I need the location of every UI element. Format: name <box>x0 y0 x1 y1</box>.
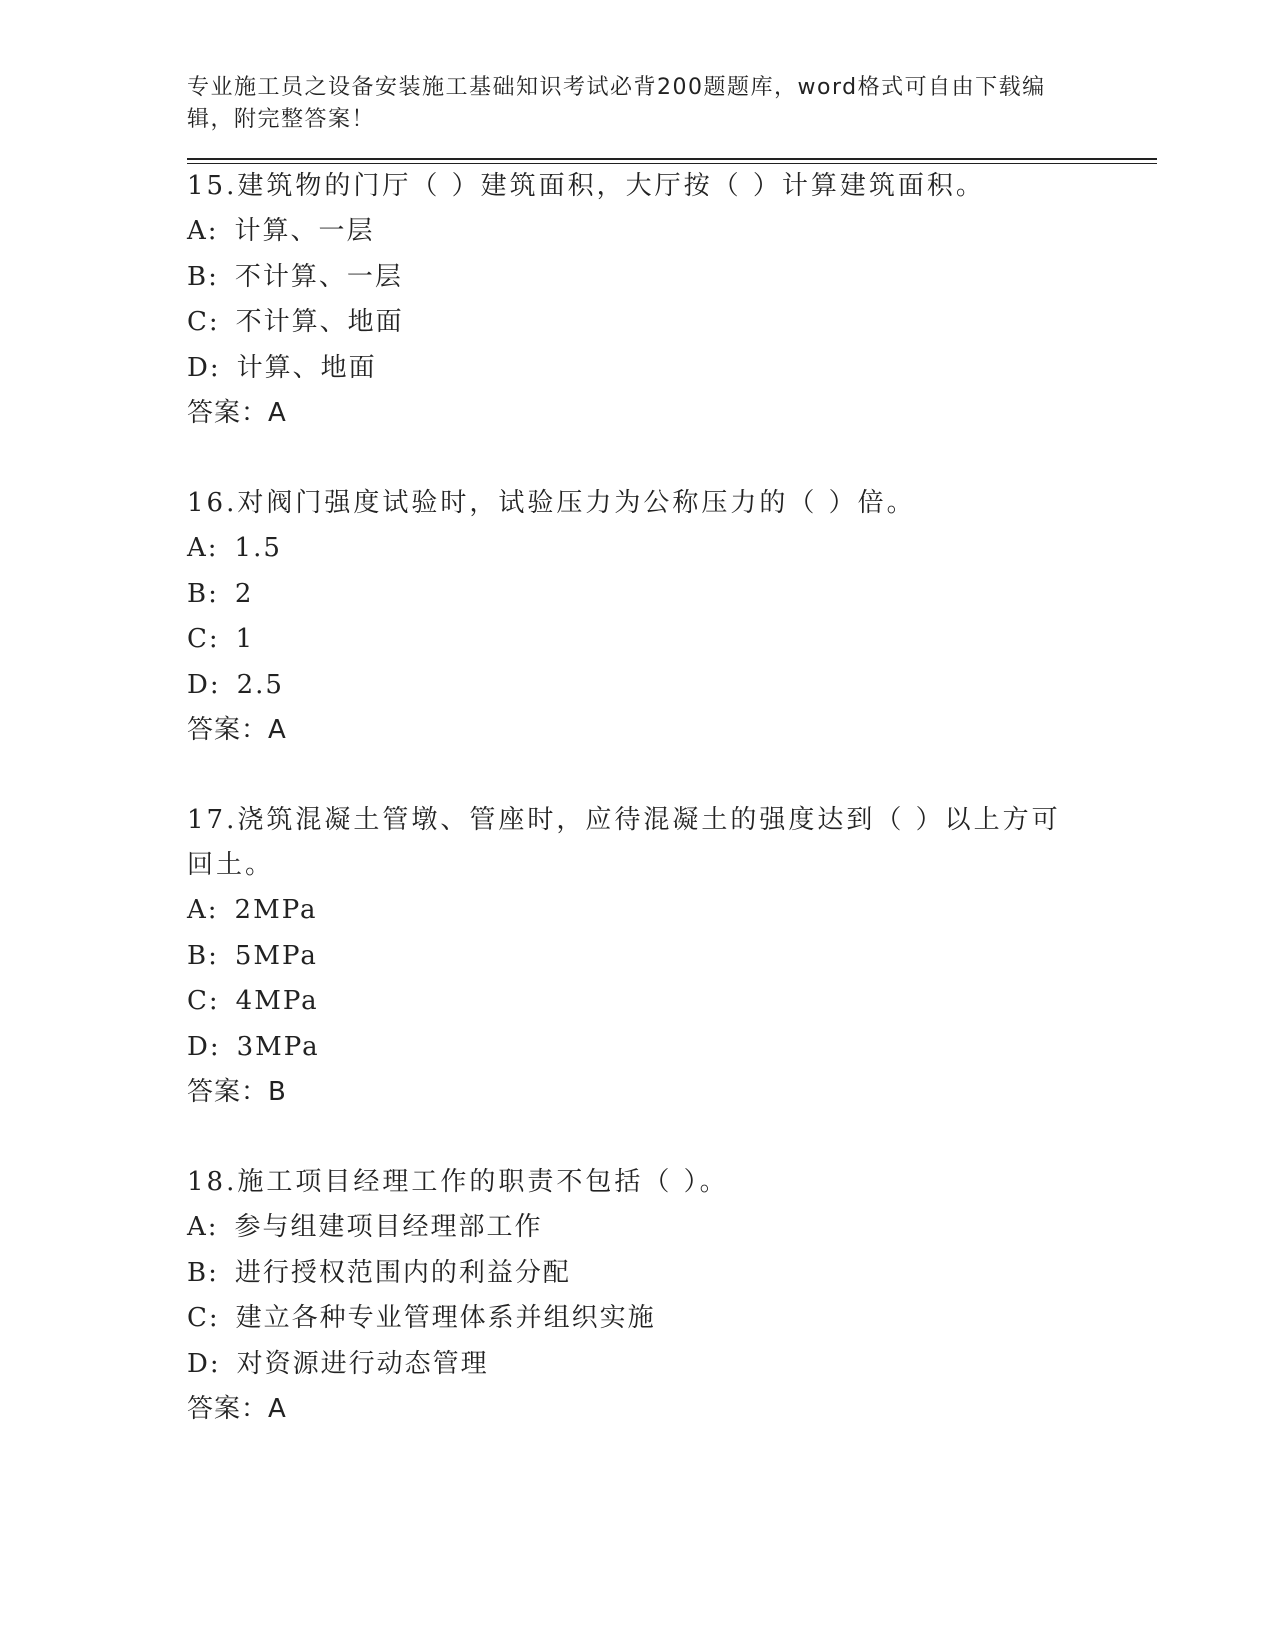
option-key: C: <box>187 307 220 337</box>
question-text: 15.建筑物的门厅（ ）建筑面积，大厅按（ ）计算建筑面积。 <box>187 171 985 201</box>
option-key: C: <box>187 1303 220 1333</box>
option-value: 对资源进行动态管理 <box>236 1348 489 1379</box>
option-b <box>187 934 1157 980</box>
option-value: 计算、一层 <box>234 216 375 246</box>
option-key: A: <box>187 216 219 246</box>
question-18 <box>187 1160 1157 1432</box>
option-b <box>187 572 1157 618</box>
question-17 <box>187 798 1157 1115</box>
option-value: 计算、地面 <box>236 352 377 383</box>
option-key: B: <box>187 1257 219 1288</box>
document-header: 专业施工员之设备安装施工基础知识考试必背200题题库，word格式可自由下载编辑，附完整答案！ <box>187 75 1046 132</box>
option-b <box>187 1251 1157 1297</box>
option-value: 2MPa <box>234 895 318 925</box>
option-key: B: <box>187 940 219 971</box>
option-key: C: <box>187 624 220 654</box>
question-text: 18.施工项目经理工作的职责不包括（ ）。 <box>187 1167 729 1197</box>
question-text: 17.浇筑混凝土管墩、管座时，应待混凝土的强度达到（ ）以上方可回土。 <box>187 805 1061 880</box>
answer-label: 答案：A <box>187 1394 287 1424</box>
option-value: 参与组建项目经理部工作 <box>234 1212 543 1242</box>
option-a <box>187 1205 1157 1251</box>
option-d <box>187 1342 1157 1388</box>
option-a <box>187 526 1157 572</box>
option-value: 2.5 <box>236 669 284 700</box>
option-key: A: <box>187 533 219 563</box>
option-key: C: <box>187 986 220 1016</box>
option-value: 1 <box>235 624 255 654</box>
option-c <box>187 979 1157 1025</box>
option-d <box>187 663 1157 709</box>
question-15 <box>187 164 1157 436</box>
question-16 <box>187 481 1157 753</box>
answer-label: 答案：A <box>187 715 287 745</box>
option-value: 进行授权范围内的利益分配 <box>234 1257 571 1288</box>
answer-label: 答案：B <box>187 1077 287 1107</box>
answer-label: 答案：A <box>187 398 287 428</box>
option-value: 不计算、地面 <box>235 307 404 337</box>
question-text: 16.对阀门强度试验时，试验压力为公称压力的（ ）倍。 <box>187 488 916 518</box>
document-page <box>187 72 1157 1432</box>
option-d <box>187 1025 1157 1071</box>
option-c <box>187 617 1157 663</box>
option-b <box>187 255 1157 301</box>
option-key: A: <box>187 895 219 925</box>
option-c <box>187 1296 1157 1342</box>
option-value: 1.5 <box>234 533 282 563</box>
option-value: 建立各种专业管理体系并组织实施 <box>235 1303 656 1333</box>
option-a <box>187 209 1157 255</box>
option-key: A: <box>187 1212 219 1242</box>
option-key: D: <box>187 669 221 700</box>
option-key: B: <box>187 578 219 609</box>
option-value: 4MPa <box>235 986 319 1016</box>
option-key: D: <box>187 352 221 383</box>
option-d <box>187 346 1157 392</box>
option-value: 5MPa <box>234 940 318 971</box>
option-key: D: <box>187 1348 221 1379</box>
option-key: B: <box>187 261 219 292</box>
option-c <box>187 300 1157 346</box>
option-a <box>187 888 1157 934</box>
option-key: D: <box>187 1031 221 1062</box>
option-value: 2 <box>234 578 254 609</box>
option-value: 3MPa <box>236 1031 320 1062</box>
option-value: 不计算、一层 <box>234 261 403 292</box>
